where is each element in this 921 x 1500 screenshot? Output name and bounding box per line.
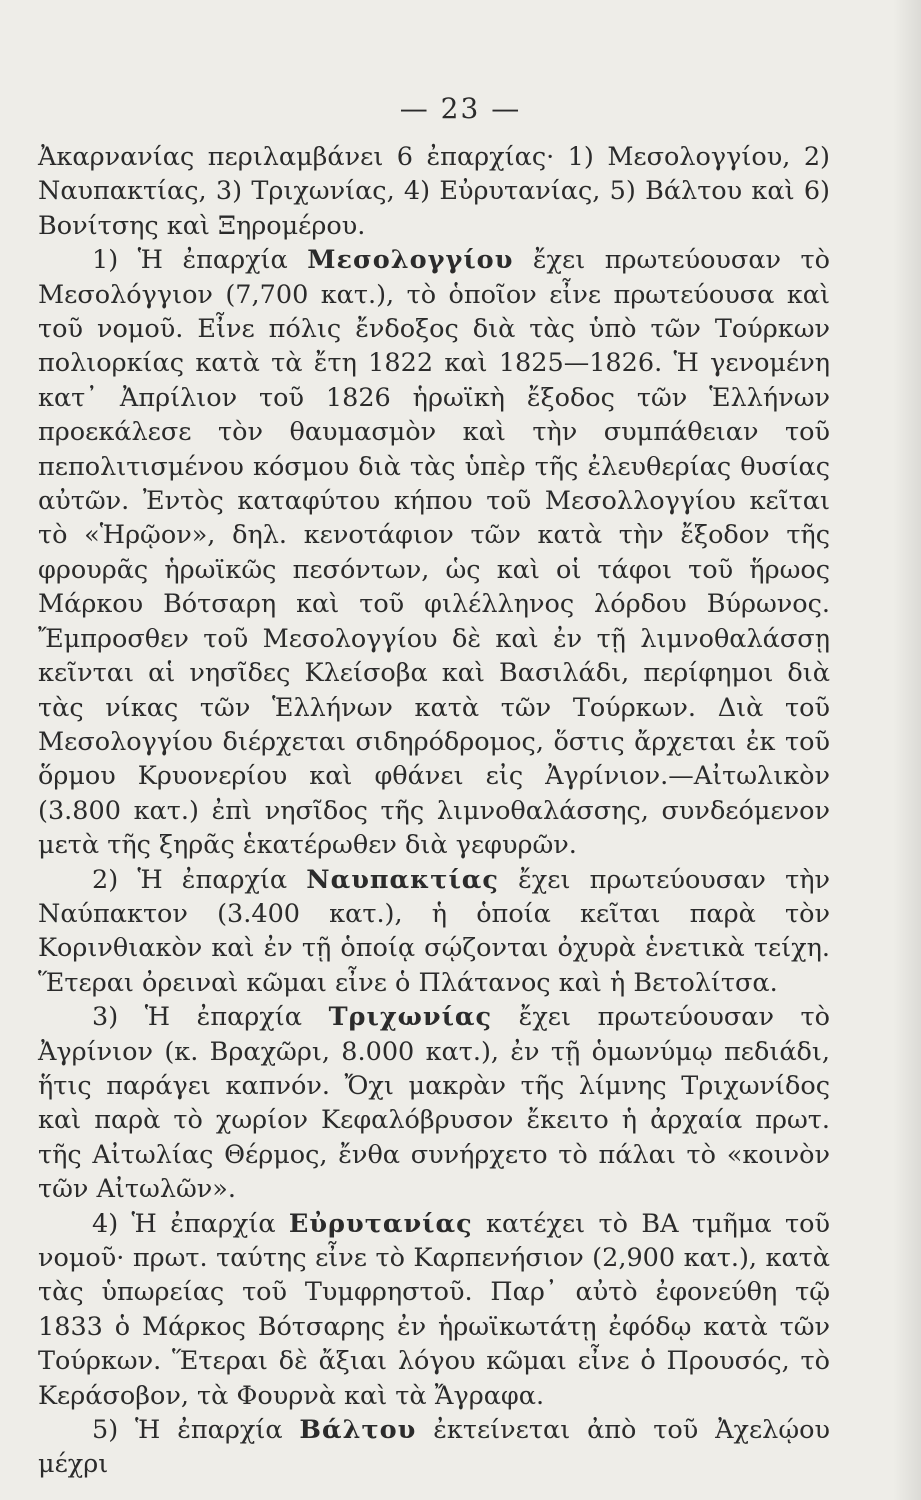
section-heading-mesolongi: Μεσολογγίου xyxy=(307,245,514,276)
body-text xyxy=(38,140,830,1482)
paragraph-body-text: ἔχει πρωτεύουσαν τὸ Μεσολόγγιον (7,700 κατ.), τὸ ὁποῖον εἶνε πρωτεύουσα καὶ τοῦ νομοῦ. Εἶνε πόλις ἔνδοξος διὰ τὰς ὑπὸ τῶν Τούρκων πολιορκίας κατὰ τὰ ἔτη 1822 καὶ 1825—1826. Ἡ γενομένη κατ᾽ Ἀπρίλιον τοῦ 1826 ἡρωϊκὴ ἔξοδος τῶν Ἑλλήνων προεκάλεσε τὸν θαυμασμὸν καὶ τὴν συμπάθειαν τοῦ πεπολιτισμένου κόσμου διὰ τὰς ὑπὲρ τῆς ἐλευθερίας θυσίας αὐτῶν. Ἐντὸς καταφύτου κήπου τοῦ Μεσολλογγίου κεῖται τὸ «Ἡρῷον», δηλ. κενοτάφιον τῶν κατὰ τὴν ἔξοδον τῆς φρουρᾶς ἡρωϊκῶς πεσόντων, ὡς καὶ οἱ τάφοι τοῦ ἥρωος Μάρκου Βότσαρη καὶ τοῦ φιλέλληνος λόρδου Βύρωνος. Ἔμπροσθεν τοῦ Μεσολογγίου δὲ καὶ ἐν τῇ λιμνοθαλάσσῃ κεῖνται αἱ νησῖδες Κλείσοβα καὶ Βασιλάδι, περίφημοι διὰ τὰς νίκας τῶν Ἑλλήνων κατὰ τῶν Τούρκων. Διὰ τοῦ Μεσολογγίου διέρχεται σιδηρόδρομος, ὅστις ἄρχεται ἐκ τοῦ ὅρμου Κρυονερίου καὶ φθάνει εἰς Ἀγρίνιον.—Αἰτωλικὸν (3.800 κατ.) ἐπὶ νησῖδος τῆς λιμνοθαλάσσης, συνδεόμενον μετὰ τῆς ξηρᾶς ἑκατέρωθεν διὰ γεφυρῶν. xyxy=(38,245,830,861)
paragraph-body-text: ἐκτείνεται ἀπὸ τοῦ Ἀχελῴου μέχρι xyxy=(38,1415,830,1480)
section-heading-valtos: Βάλτου xyxy=(299,1415,417,1446)
paragraph-valtos xyxy=(38,1413,830,1482)
paragraph-body-text: κατέχει τὸ ΒΑ τμῆμα τοῦ νομοῦ· πρωτ. ταύτης εἶνε τὸ Καρπενήσιον (2,900 κατ.), κατὰ τὰς ὑπωρείας τοῦ Τυμφρηστοῦ. Παρ᾽ αὐτὸ ἐφονεύθη τῷ 1833 ὁ Μάρκος Βότσαρης ἐν ἡρωϊκωτάτῃ ἐφόδῳ κατὰ τῶν Τούρκων. Ἕτεραι δὲ ἄξιαι λόγου κῶμαι εἶνε ὁ Προυσός, τὸ Κεράσοβον, τὰ Φουρνὰ καὶ τὰ Ἄγραφα. xyxy=(38,1208,830,1411)
paragraph-number-text: 5) Ἡ ἐπαρχία xyxy=(92,1415,300,1446)
page-number: — 23 — xyxy=(399,92,522,125)
paragraph-intro xyxy=(38,140,830,243)
paragraph-nafpaktia xyxy=(38,863,830,1001)
paragraph-trichonia xyxy=(38,1000,830,1206)
section-heading-evrytania: Εὐρυτανίας xyxy=(288,1208,473,1239)
page-edge-shadow xyxy=(893,0,921,1500)
paragraph-number-text: 3) Ἡ ἐπαρχία xyxy=(92,1002,329,1033)
paragraph-number-text: 1) Ἡ ἐπαρχία xyxy=(92,245,308,276)
paragraph-number-text: 4) Ἡ ἐπαρχία xyxy=(92,1208,289,1239)
paragraph-number-text: 2) Ἡ ἐπαρχία xyxy=(92,864,307,895)
paragraph-body-text: ἔχει πρωτεύουσαν τὴν Ναύπακτον (3.400 κατ.), ἡ ὁποία κεῖται παρὰ τὸν Κορινθιακὸν καὶ ἐν τῇ ὁποίᾳ σῴζονται ὀχυρὰ ἑνετικὰ τείχη. Ἕτεραι ὀρειναὶ κῶμαι εἶνε ὁ Πλάτανος καὶ ἡ Βετολίτσα. xyxy=(38,864,830,998)
paragraph-evrytania xyxy=(38,1207,830,1413)
intro-text: Ἀκαρνανίας περιλαμβάνει 6 ἐπαρχίας· 1) Μεσολογγίου, 2) Ναυπακτίας, 3) Τριχωνίας, 4) Εὐρυτανίας, 5) Βάλτου καὶ 6) Βονίτσης καὶ Ξηρομέρου. xyxy=(38,142,830,241)
section-heading-trichonia: Τριχωνίας xyxy=(328,1002,493,1033)
paragraph-body-text: ἔχει πρωτεύουσαν τὸ Ἀγρίνιον (κ. Βραχῶρι, 8.000 κατ.), ἐν τῇ ὁμωνύμῳ πεδιάδι, ἥτις παράγει καπνόν. Ὄχι μακρὰν τῆς λίμνης Τριχωνίδος καὶ παρὰ τὸ χωρίον Κεφαλόβρυσον ἔκειτο ἡ ἀρχαία πρωτ. τῆς Αἰτωλίας Θέρμος, ἔνθα συνήρχετο τὸ πάλαι τὸ «κοινὸν τῶν Αἰτωλῶν». xyxy=(38,1002,830,1205)
paragraph-mesolongi xyxy=(38,243,830,862)
section-heading-nafpaktia: Ναυπακτίας xyxy=(306,864,499,895)
